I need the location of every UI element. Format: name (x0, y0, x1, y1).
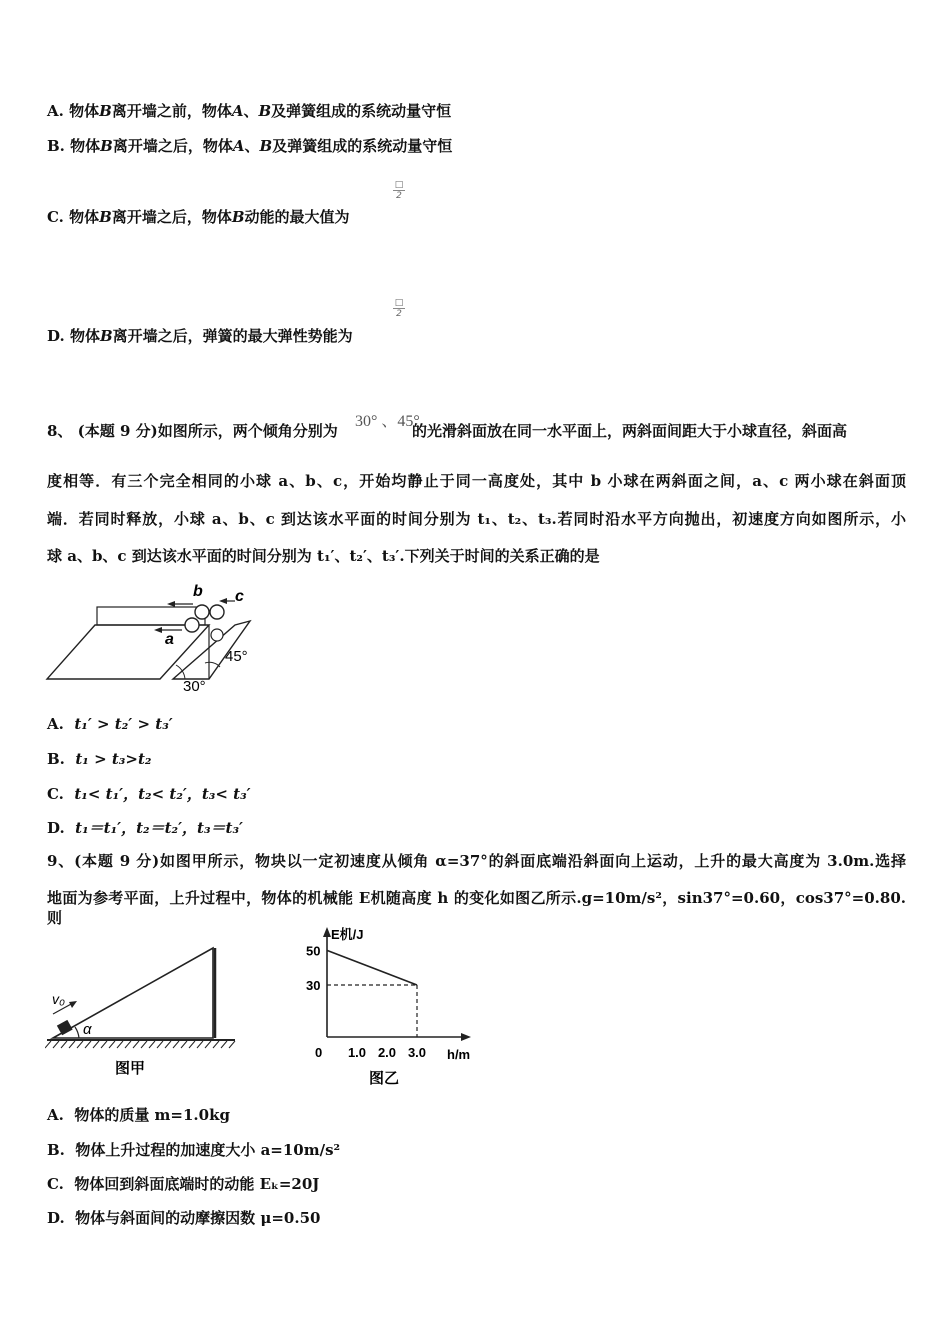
arrow-b (167, 601, 175, 607)
incline-30 (47, 625, 209, 679)
fig-angle-45: 45° (225, 648, 248, 665)
q8-stem-line-1: 8、 (本题 9 分)如图所示，两个倾角分别为 (47, 422, 338, 440)
q9-stem-line-2: 地面为参考平面，上升过程中，物体的机械能 E机随高度 h 的变化如图乙所示.g=10m/s²，sin37°=0.60，cos37°=0.80.则 (47, 889, 906, 927)
ball-b (195, 605, 209, 619)
q9-figure-b-chart (295, 925, 485, 1090)
ball-c (210, 605, 224, 619)
fig-label-c: c (235, 588, 244, 605)
v0-label: v₀ (52, 991, 65, 1007)
q7-option-d: D. 物体B离开墙之后，弹簧的最大弹性势能为 (47, 327, 353, 345)
x-axis-arrow (461, 1033, 471, 1041)
y-tick-50: 50 (306, 943, 321, 959)
q9-option-a: A. 物体的质量 m=1.0kg (47, 1106, 230, 1124)
x-tick-1: 1.0 (347, 1045, 367, 1060)
ball-a (185, 618, 199, 632)
q8-option-d: D. t₁＝t₁′，t₂＝t₂′，t₃＝t₃′ (47, 819, 244, 837)
q8-stem-line-4: 球 a、b、c 到达该水平面的时间分别为 t₁′、t₂′、t₃′.下列关于时间的关系正确的是 (47, 547, 600, 565)
q8-figure (45, 583, 275, 693)
series-line-e-mech (327, 950, 417, 985)
x-tick-0: 0 (315, 1045, 323, 1060)
q8-stem-line-2: 度相等．有三个完全相同的小球 a、b、c，开始均静止于同一高度处，其中 b 小球在两斜面之间，a、c 两小球在斜面顶 (47, 472, 906, 490)
q7-option-b: B. 物体B离开墙之后，物体A、B及弹簧组成的系统动量守恒 (47, 137, 453, 155)
q9-stem-line-1: 9、(本题 9 分)如图甲所示，物块以一定初速度从倾角 α=37°的斜面底端沿斜面向上运动，上升的最大高度为 3.0m.选择 (47, 852, 907, 870)
caption-fig-a: 图甲 (115, 1060, 146, 1077)
caption-fig-b: 图乙 (369, 1070, 400, 1087)
q8-option-c: C. t₁< t₁′，t₂< t₂′，t₃< t₃′ (47, 785, 251, 803)
q7-c-fraction: □ 2 (394, 180, 404, 201)
block (57, 1020, 73, 1035)
arrow-c (219, 598, 227, 604)
q7-option-c: C. 物体B离开墙之后，物体B动能的最大值为 (47, 208, 350, 226)
q8-angle-values: 30° 、45° (355, 413, 420, 430)
q8-stem-line-1b: 的光滑斜面放在同一水平面上，两斜面间距大于小球直径，斜面高 (412, 422, 848, 440)
fig-angle-30: 30° (183, 678, 206, 693)
x-tick-2: 2.0 (377, 1045, 397, 1060)
arrow-a (154, 627, 162, 633)
y-tick-30: 30 (306, 978, 321, 993)
alpha-label: α (83, 1021, 92, 1038)
q9-figure-a (45, 930, 245, 1095)
q9-option-b: B. 物体上升过程的加速度大小 a=10m/s² (47, 1141, 341, 1159)
incline-triangle (53, 948, 213, 1038)
x-tick-3: 3.0 (407, 1045, 427, 1060)
q8-option-a: A. t₁′ > t₂′ > t₃′ (47, 715, 173, 733)
y-axis-arrow (323, 927, 331, 937)
fig-label-b: b (193, 583, 203, 600)
fig-label-a: a (165, 631, 174, 648)
q7-option-a: A. 物体B离开墙之前，物体A、B及弹簧组成的系统动量守恒 (47, 102, 452, 120)
q8-stem-line-3: 端．若同时释放，小球 a、b、c 到达该水平面的时间分别为 t₁、t₂、t₃.若同时沿水平方向抛出，初速度方向如图所示，小 (47, 510, 906, 528)
q8-option-b: B. t₁ > t₃>t₂ (47, 750, 152, 768)
q9-option-d: D. 物体与斜面间的动摩擦因数 μ=0.50 (47, 1209, 321, 1227)
q7-d-fraction: □ 2 (394, 298, 404, 319)
x-axis-label: h/m (447, 1047, 471, 1062)
q9-option-c: C. 物体回到斜面底端时的动能 Eₖ=20J (47, 1175, 320, 1193)
y-axis-label: E机/J (331, 927, 364, 942)
